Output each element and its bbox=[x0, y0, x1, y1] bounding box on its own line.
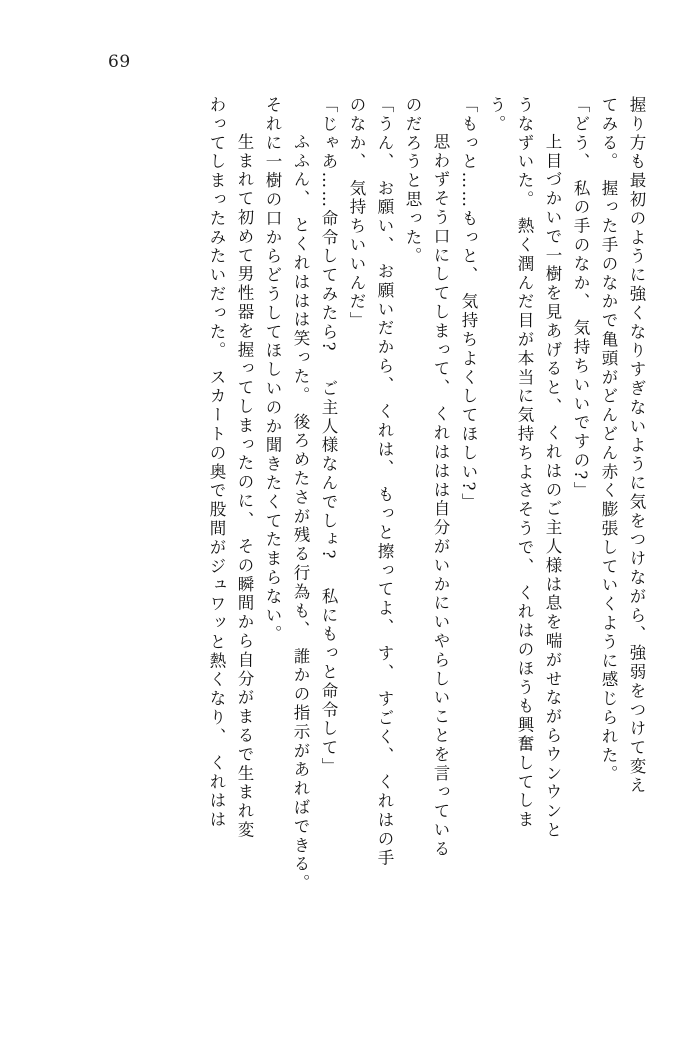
text-column: 上目づかいで一樹を見あげると、 くれはのご主人様は息を喘がせながらウンウンと bbox=[543, 114, 562, 840]
text-column: 「もっと……もっと、 気持ちよくしてほしい?」 bbox=[459, 96, 478, 512]
text-column: のだろうと思った。 bbox=[403, 96, 422, 267]
text-column: 握り方も最初のように強くなりすぎないように気をつけながら、強弱をつけて変え bbox=[627, 96, 646, 796]
text-column: う。 bbox=[487, 96, 506, 134]
text-column: 「どう、 私の手のなか、 気持ちいいですの?」 bbox=[571, 96, 590, 501]
text-column: わってしまったみたいだった。 スカートの奥で股間がジュワッと熱くなり、 くれはは bbox=[207, 96, 226, 830]
text-column: てみる。 握った手のなかで亀頭がどんどん赤く膨張していくように感じられた。 bbox=[599, 96, 618, 785]
page-number: 69 bbox=[108, 52, 131, 72]
text-column: 生まれて初めて男性器を握ってしまったのに、 その瞬間から自分がまるで生まれ変 bbox=[235, 114, 254, 840]
text-column: 「うん、 お願い、 お願いだから、 くれは、 もっと擦ってよ、 す、 すごく、 くれはの手 bbox=[375, 96, 394, 868]
text-column: 「じゃあ……命令してみたら? ご主人様なんでしょ? 私にもっと命令して」 bbox=[319, 96, 338, 777]
text-column: 思わずそう口にしてしまって、 くれははは自分がいかにいやらしいことを言っている bbox=[431, 114, 450, 859]
text-column: ふふん、 とくれははは笑った。 後ろめたさが残る行為も、 誰かの指示があればできる。 bbox=[291, 114, 310, 893]
text-column: それに一樹の口からどうしてほしいのか聞きたくてたまらない。 bbox=[263, 96, 282, 645]
text-column: のなか、 気持ちいいんだ」 bbox=[347, 96, 366, 331]
text-column: うなずいた。 熱く潤んだ目が本当に気持ちよさそうで、 くれはのほうも興奮してしま bbox=[515, 96, 534, 830]
vertical-text-block bbox=[84, 96, 644, 986]
